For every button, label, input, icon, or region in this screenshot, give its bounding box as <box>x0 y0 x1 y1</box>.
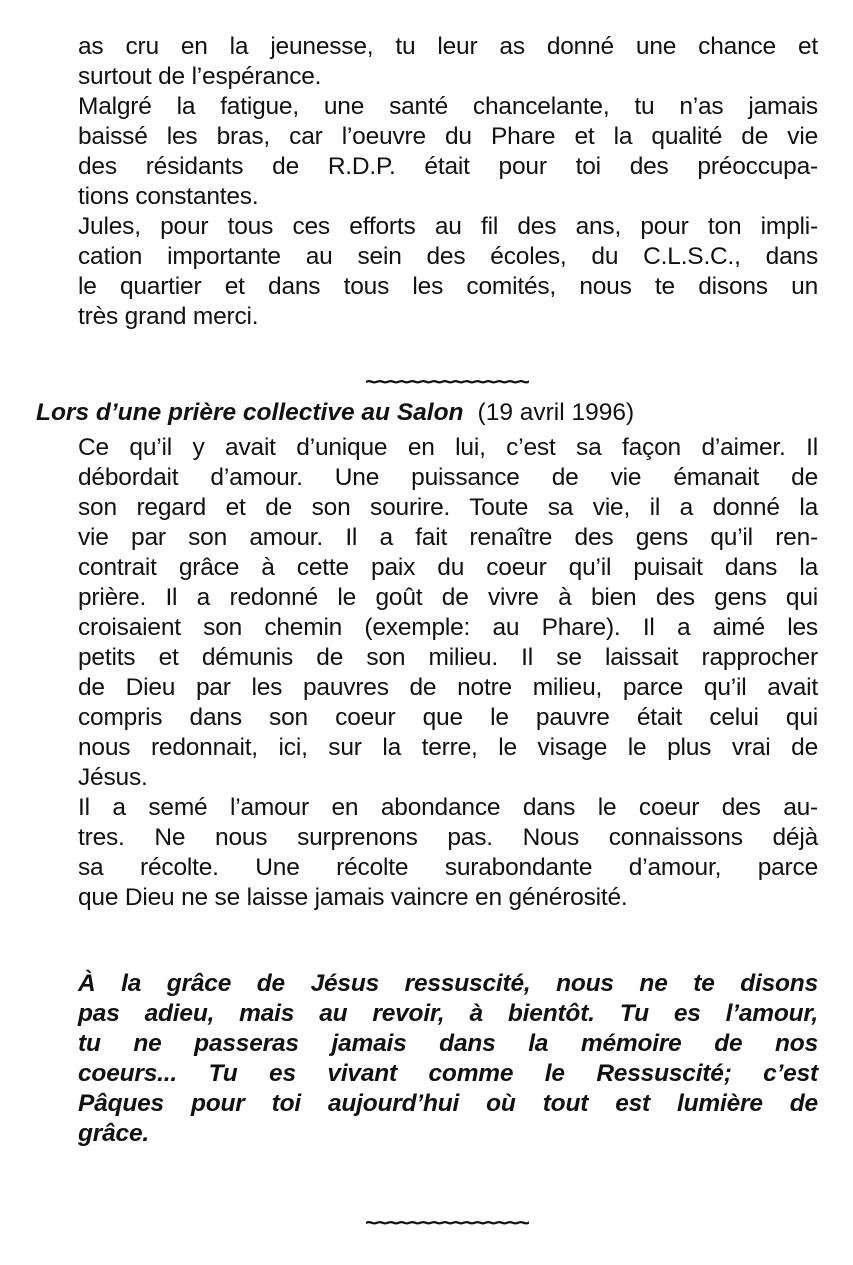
text-line: Jules, pour tous ces efforts au fil des ans, pour ton impli- <box>78 213 818 240</box>
text-line: Jésus. <box>78 764 148 791</box>
section-title: Lors d’une prière collective au Salon <box>36 399 464 426</box>
tilde-separator: ~~~~~~~~~~~~~~~ <box>365 369 528 394</box>
text-line: Ce qu’il y avait d’unique en lui, c’est sa façon d’aimer. Il <box>78 434 818 461</box>
text-line: de Dieu par les pauvres de notre milieu, parce qu’il avait <box>78 674 818 701</box>
section-heading <box>36 397 634 429</box>
text-line: as cru en la jeunesse, tu leur as donné une chance et <box>78 33 818 60</box>
tilde-separator: ~~~~~~~~~~~~~~~ <box>365 1210 528 1235</box>
text-line: cation importante au sein des écoles, du C.L.S.C., dans <box>78 243 818 270</box>
text-line: très grand merci. <box>78 303 259 330</box>
text-line: croisaient son chemin (exemple: au Phare). Il a aimé les <box>78 614 818 641</box>
section-date: (19 avril 1996) <box>477 399 635 426</box>
text-line: compris dans son coeur que le pauvre était celui qui <box>78 704 818 731</box>
text-line: tions constantes. <box>78 183 259 210</box>
text-line: prière. Il a redonné le goût de vivre à bien des gens qui <box>78 584 818 611</box>
text-line: contrait grâce à cette paix du coeur qu’il puisait dans la <box>78 554 818 581</box>
text-line: tu ne passeras jamais dans la mémoire de nos <box>78 1030 818 1057</box>
text-line: son regard et de son sourire. Toute sa vie, il a donné la <box>78 494 818 521</box>
text-line: Il a semé l’amour en abondance dans le coeur des au- <box>78 794 818 821</box>
text-line: Pâques pour toi aujourd’hui où tout est lumière de <box>78 1090 818 1117</box>
text-line: tres. Ne nous surprenons pas. Nous connaissons déjà <box>78 824 818 851</box>
text-line: vie par son amour. Il a fait renaître des gens qu’il ren- <box>78 524 818 551</box>
text-line: des résidants de R.D.P. était pour toi des préoccupa- <box>78 153 818 180</box>
text-line: pas adieu, mais au revoir, à bientôt. Tu es l’amour, <box>78 1000 818 1027</box>
text-line: grâce. <box>78 1120 149 1147</box>
text-line: sa récolte. Une récolte surabondante d’amour, parce <box>78 854 818 881</box>
text-line: baissé les bras, car l’oeuvre du Phare et la qualité de vie <box>78 123 818 150</box>
text-line: le quartier et dans tous les comités, nous te disons un <box>78 273 818 300</box>
text-line: nous redonnait, ici, sur la terre, le visage le plus vrai de <box>78 734 818 761</box>
closing-paragraph <box>78 969 818 1149</box>
text-line: petits et démunis de son milieu. Il se laissait rapprocher <box>78 644 818 671</box>
text-line: que Dieu ne se laisse jamais vaincre en générosité. <box>78 884 628 911</box>
text-line: coeurs... Tu es vivant comme le Ressuscité; c’est <box>78 1060 818 1087</box>
text-line: À la grâce de Jésus ressuscité, nous ne te disons <box>78 970 818 997</box>
text-line: débordait d’amour. Une puissance de vie émanait de <box>78 464 818 491</box>
body-paragraph <box>78 433 818 913</box>
text-line: surtout de l’espérance. <box>78 63 322 90</box>
intro-paragraph <box>78 32 818 332</box>
text-line: Malgré la fatigue, une santé chancelante, tu n’as jamais <box>78 93 818 120</box>
